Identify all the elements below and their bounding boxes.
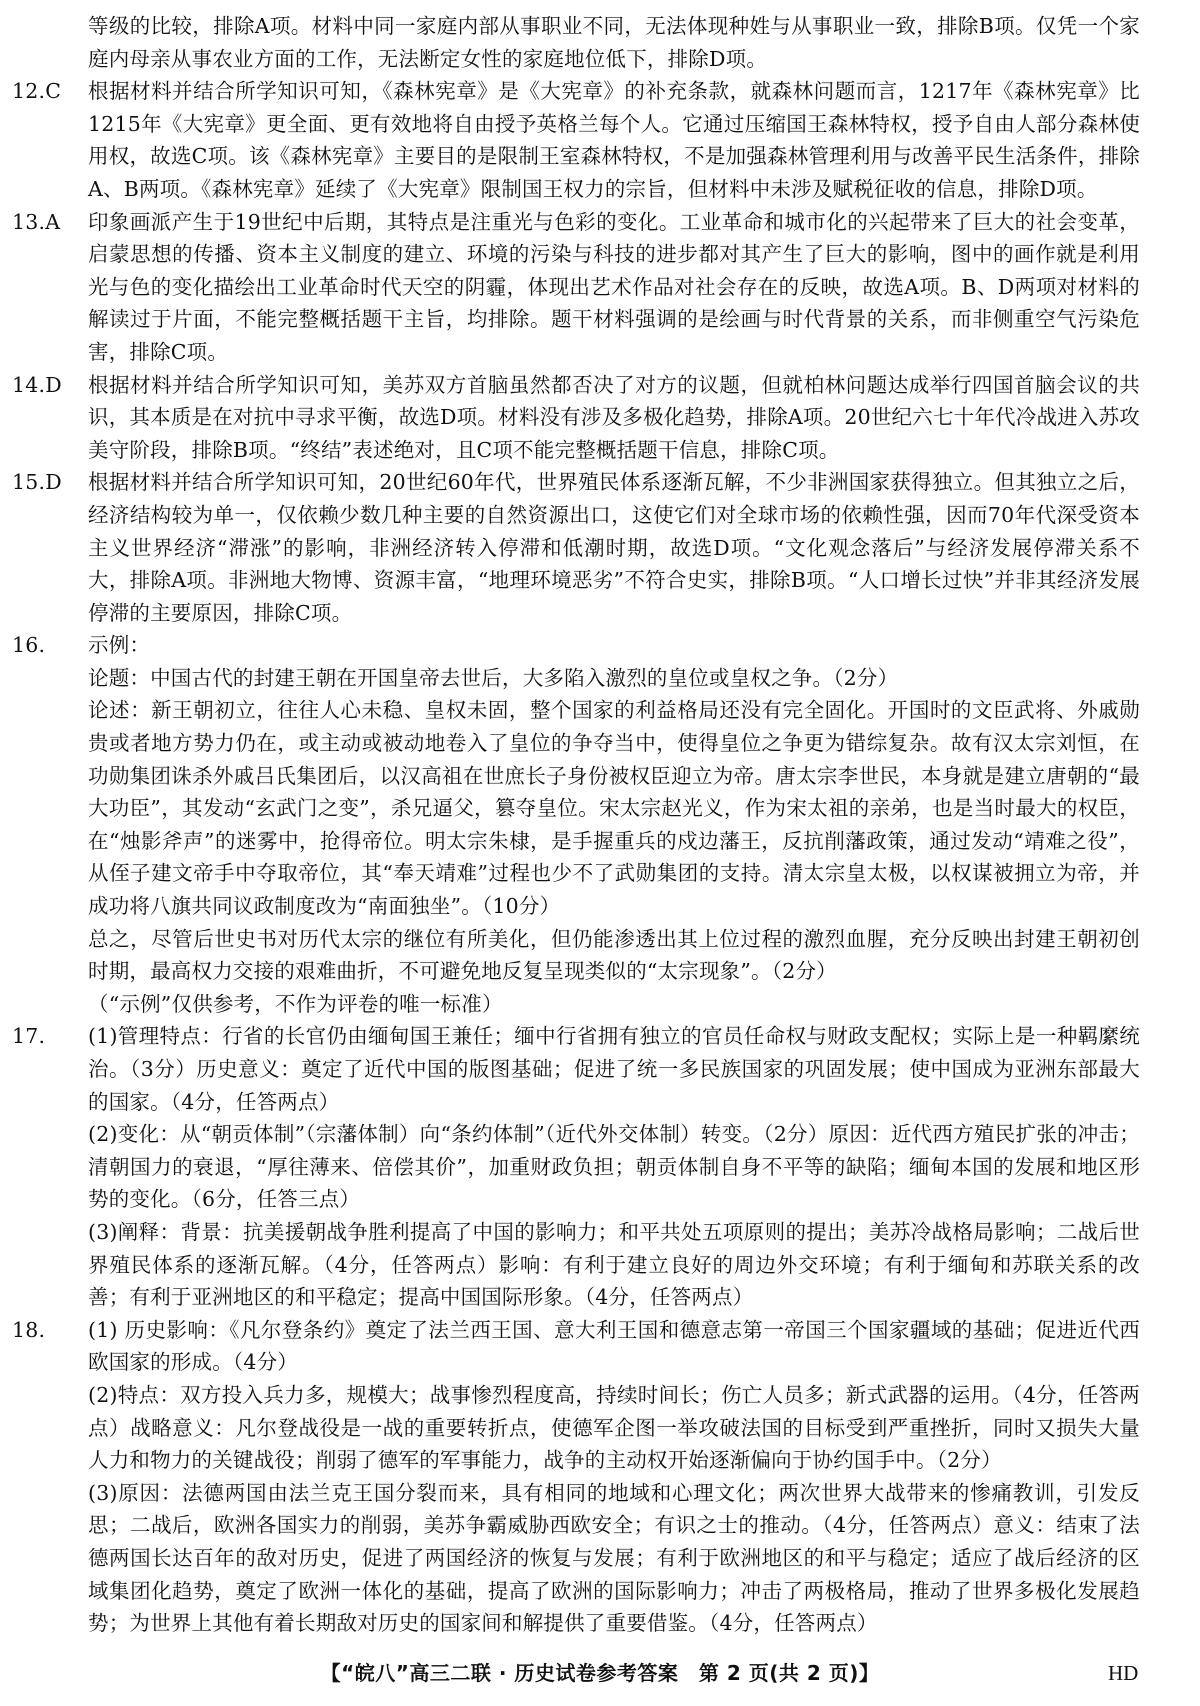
summary-paragraph: 总之，尽管后世史书对历代太宗的继位有所美化，但仍能渗透出其上位过程的激烈血腥，充分反映出封建王朝初创时期，最高权力交接的艰难曲折，不可避免地反复呈现类似的“太宗现象”。（2分） bbox=[88, 926, 1140, 984]
answer-part-3: (3)阐释：背景：抗美援朝战争胜利提高了中国的影响力；和平共处五项原则的提出；美苏冷战格局影响；二战后世界殖民体系的逐渐瓦解。（4分，任答两点）影响：有利于建立良好的周边外交环境；有利于缅甸和苏联关系的改善；有利于亚洲地区的和平稳定；提高中国国际形象。（4分，任答两点） bbox=[88, 1219, 1140, 1310]
footer-title: 【“皖八”高三二联 · 历史试卷参考答案 第 2 页(共 2 页)】 bbox=[320, 1661, 880, 1685]
example-heading: 示例： bbox=[88, 633, 151, 658]
question-number: 14. bbox=[12, 372, 46, 397]
page-footer bbox=[0, 1658, 1200, 1688]
continued-explanation: 等级的比较，排除A项。材料中同一家庭内部从事职业不同，无法体现种姓与从事职业一致，排除B项。仅凭一个家庭内母亲从事农业方面的工作，无法断定女性的家庭地位低下，排除D项。 bbox=[88, 14, 1140, 71]
answer-explanation-12: 根据材料并结合所学知识可知，《森林宪章》是《大宪章》的补充条款，就森林问题而言，1217年《森林宪章》比1215年《大宪章》更全面、更有效地将自由授予英格兰每个人。它通过压缩国王森林特权，授予自由人部分森林使用权，故选C项。该《森林宪章》主要目的是限制王室森林特权，不是加强森林管理利用与改善平民生活条件，排除A、B两项。《森林宪章》延续了《大宪章》限制国王权力的宗旨，但材料中未涉及赋税征收的信息，排除D项。 bbox=[88, 79, 1140, 201]
answer-choice: D bbox=[45, 372, 62, 397]
question-number: 13. bbox=[12, 209, 46, 234]
answer-part-2: (2)特点：双方投入兵力多，规模大；战事惨烈程度高，持续时间长；伤亡人员多；新式武器的运用。（4分，任答两点）战略意义：凡尔登战役是一战的重要转折点，使德军企图一举攻破法国的目标受到严重挫折，同时又损失大量人力和物力的关键战役；削弱了德军的军事能力，战争的主动权开始逐渐偏向于协约国手中。（2分） bbox=[88, 1382, 1140, 1473]
answer-item-18 bbox=[12, 1314, 1140, 1640]
answer-choice: A bbox=[45, 209, 61, 234]
footer-code: HD bbox=[1108, 1661, 1139, 1685]
answer-content bbox=[12, 10, 1140, 1640]
answer-part-1: (1) 历史影响：《凡尔登条约》奠定了法兰西王国、意大利王国和德意志第一帝国三个国家疆域的基础；促进近代西欧国家的形成。（4分） bbox=[88, 1317, 1140, 1375]
answer-part-3: (3)原因：法德两国由法兰克王国分裂而来，具有相同的地域和心理文化；两次世界大战带来的惨痛教训，引发反思；二战后，欧洲各国实力的削弱，美苏争霸威胁西欧安全；有识之士的推动。（4分，任答两点）意义：结束了法德两国长达百年的敌对历史，促进了两国经济的恢复与发展；有利于欧洲地区的和平与稳定；适应了战后经济的区域集团化趋势，奠定了欧洲一体化的基础，提高了欧洲的国际影响力；冲击了两极格局，推动了世界多极化发展趋势；为世界上其他有着长期敌对历史的国家间和解提供了重要借鉴。（4分，任答两点） bbox=[88, 1480, 1140, 1636]
question-number-12 bbox=[12, 75, 61, 108]
answer-explanation-14: 根据材料并结合所学知识可知，美苏双方首脑虽然都否决了对方的议题，但就柏林问题达成举行四国首脑会议的共识，其本质是在对抗中寻求平衡，故选D项。材料没有涉及多极化趋势，排除A项。20世纪六七十年代冷战进入苏攻美守阶段，排除B项。“终结”表述绝对，且C项不能完整概括题干信息，排除C项。 bbox=[88, 372, 1140, 462]
answer-explanation-15: 根据材料并结合所学知识可知，20世纪60年代，世界殖民体系逐渐瓦解，不少非洲国家获得独立。但其独立之后，经济结构较为单一，仅依赖少数几种主要的自然资源出口，这使它们对全球市场的依赖性强，因而70年代深受资本主义世界经济“滞涨”的影响，非洲经济转入停滞和低潮时期，故选D项。“文化观念落后”与经济发展停滞关系不大，排除A项。非洲地大物博、资源丰富，“地理环境恶劣”不符合史实，排除B项。“人口增长过快”并非其经济发展停滞的主要原因，排除C项。 bbox=[88, 470, 1140, 625]
answer-item-13 bbox=[12, 206, 1140, 369]
question-number-17: 17. bbox=[12, 1024, 46, 1049]
question-number-14 bbox=[12, 369, 62, 402]
answer-item-16 bbox=[12, 629, 1140, 1020]
answer-item-15 bbox=[12, 466, 1140, 629]
answer-explanation-13: 印象画派产生于19世纪中后期，其特点是注重光与色彩的变化。工业革命和城市化的兴起带来了巨大的社会变革，启蒙思想的传播、资本主义制度的建立、环境的污染与科技的进步都对其产生了巨大的影响，图中的画作就是利用光与色的变化描绘出工业革命时代天空的阴霾，体现出艺术作品对社会存在的反映，故选A项。B、D两项对材料的解读过于片面，不能完整概括题干主旨，均排除。题干材料强调的是绘画与时代背景的关系，而非侧重空气污染危害，排除C项。 bbox=[88, 209, 1140, 364]
question-number: 12. bbox=[12, 79, 46, 104]
question-number-15 bbox=[12, 466, 62, 499]
answer-choice: C bbox=[45, 79, 62, 104]
grading-note: （“示例”仅供参考，不作为评卷的唯一标准） bbox=[88, 991, 503, 1016]
argument-paragraph: 论述：新王朝初立，往往人心未稳、皇权未固，整个国家的利益格局还没有完全固化。开国时的文臣武将、外戚勋贵或者地方势力仍在，或主动或被动地卷入了皇位的争夺当中，使得皇位之争更为错综复杂。故有汉太宗刘恒，在功勋集团诛杀外戚吕氏集团后，以汉高祖在世庶长子身份被权臣迎立为帝。唐太宗李世民，本身就是建立唐朝的“最大功臣”，其发动“玄武门之变”，杀兄逼父，篡夺皇位。宋太宗赵光义，作为宋太祖的亲弟，也是当时最大的权臣，在“烛影斧声”的迷雾中，抢得帝位。明太宗朱棣，是手握重兵的戍边藩王，反抗削藩政策，通过发动“靖难之役”，从侄子建文帝手中夺取帝位，其“奉天靖难”过程也少不了武勋集团的支持。清太宗皇太极，以权谋被拥立为帝，并成功将八旗共同议政制度改为“南面独坐”。（10分） bbox=[88, 698, 1140, 919]
answer-item-17 bbox=[12, 1020, 1140, 1313]
answer-item-14 bbox=[12, 369, 1140, 467]
answer-choice: D bbox=[45, 470, 62, 495]
question-number: 15. bbox=[12, 470, 46, 495]
thesis-paragraph: 论题：中国古代的封建王朝在开国皇帝去世后，大多陷入激烈的皇位或皇权之争。（2分） bbox=[88, 665, 899, 690]
question-number-16: 16. bbox=[12, 633, 46, 658]
answer-part-1: (1)管理特点：行省的长官仍由缅甸国王兼任；缅中行省拥有独立的官员任命权与财政支配权；实际上是一种羁縻统治。（3分）历史意义：奠定了近代中国的版图基础；促进了统一多民族国家的巩固发展；使中国成为亚洲东部最大的国家。（4分，任答两点） bbox=[88, 1024, 1140, 1114]
question-number-18: 18. bbox=[12, 1317, 46, 1342]
answer-item-12 bbox=[12, 75, 1140, 205]
question-number-13 bbox=[12, 206, 60, 239]
answer-part-2: (2)变化：从“朝贡体制”（宗藩体制）向“条约体制”（近代外交体制）转变。（2分）原因：近代西方殖民扩张的冲击；清朝国力的衰退，“厚往薄来、倍偿其价”，加重财政负担；朝贡体制自身不平等的缺陷；缅甸本国的发展和地区形势的变化。（6分，任答三点） bbox=[88, 1122, 1140, 1212]
